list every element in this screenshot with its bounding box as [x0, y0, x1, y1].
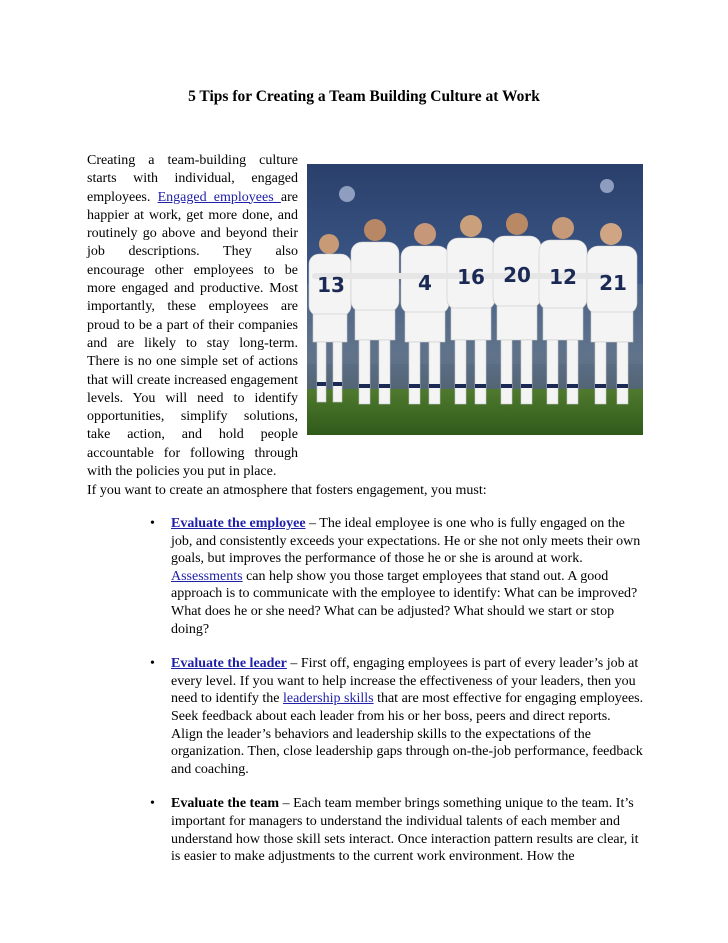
engaged-employees-link[interactable]: Engaged employees [157, 189, 281, 205]
leadership-skills-link[interactable]: leadership skills [282, 691, 374, 707]
assessments-link[interactable]: Assessments [171, 568, 243, 584]
evaluate-team-heading: Evaluate the team [171, 796, 280, 812]
jersey-number-4: 4 [418, 271, 432, 295]
jersey-number-21: 21 [599, 271, 627, 295]
evaluate-employee-link[interactable]: Evaluate the employee [171, 516, 306, 531]
list-item [150, 655, 645, 778]
tips-list [150, 515, 645, 883]
list-item-text: – Each team member brings something unique to the team. It’s important for managers to understand the individual talents of each member and understand how those skill sets interact. Once interaction pattern results are clear, it is easier to make adjustments to the current work environment. How the [171, 796, 639, 865]
jersey-number-13: 13 [317, 273, 345, 297]
list-item-text-continued: can help show you those target employees that stand out. A good approach is to communicate with the employee to identify: What can be improved? What does he or she need? What can be adjusted? What should we start or stop doing? [171, 568, 638, 637]
intro-paragraph [87, 152, 298, 481]
list-item-text: – The ideal employee is one who is fully engaged on the job, and consistently exceeds your expectations. He or she not only meets their own goals, but improves the performance of those he or she is around at work. [171, 516, 641, 567]
intro-text: Creating a team-building culture starts with individual, engaged employees. [87, 153, 298, 205]
intro-text-continued: are happier at work, get more done, and routinely go above and beyond their job descriptions. They also encourage other employees to be more engaged and productive. Most importantly, these employees are proud to be a part of their companies and are likely to stay long-term. There is no one simple set of actions that will create increased engagement levels. You will need to identify opportunities, simplify solutions, take action, and hold people accountable for following through with the policies you put in place. [87, 189, 298, 480]
jersey-number-12: 12 [549, 265, 577, 289]
evaluate-leader-link[interactable]: Evaluate the leader [171, 656, 287, 672]
lead-sentence: If you want to create an atmosphere that fosters engagement, you must: [87, 483, 487, 498]
list-item [150, 515, 645, 638]
team-photo [307, 164, 643, 435]
document-title: 5 Tips for Creating a Team Building Culture at Work [188, 88, 540, 105]
jersey-number-20: 20 [503, 263, 531, 287]
list-item [150, 795, 645, 865]
list-item-text-continued: that are most effective for engaging employees. Seek feedback about each leader from his or her boss, peers and direct reports. Align the leader’s behaviors and leadership skills to the expectations of the organization. Then, close leadership gaps through on-the-job performance, feedback and coaching. [171, 691, 644, 777]
jersey-number-16: 16 [457, 265, 485, 289]
list-item-text: – First off, engaging employees is part of every leader’s job at every level. If you want to help increase the effectiveness of your leaders, then you need to identify the [171, 656, 639, 707]
